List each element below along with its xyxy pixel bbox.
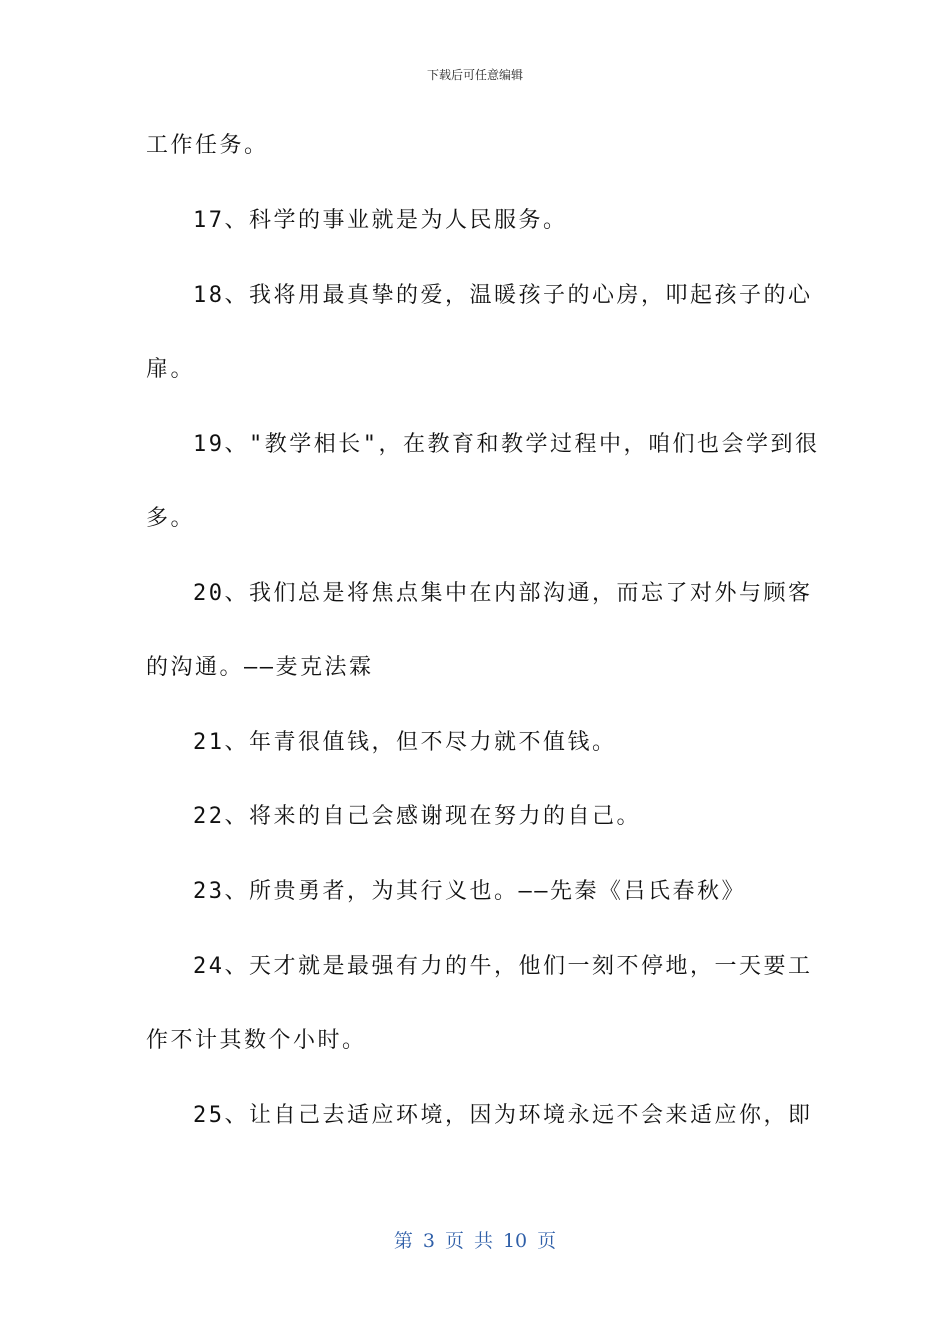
text-line: 的沟通。——麦克法霖 (146, 655, 374, 680)
footer-gong: 共 (473, 1230, 493, 1252)
text-line: 17、科学的事业就是为人民服务。 (193, 208, 568, 233)
text-line: 工作任务。 (146, 133, 269, 158)
text-line: 24、天才就是最强有力的牛，他们一刻不停地，一天要工 (193, 954, 813, 979)
text-line: 作不计其数个小时。 (146, 1028, 367, 1053)
text-line: 21、年青很值钱，但不尽力就不值钱。 (193, 730, 617, 755)
footer-di: 第 (393, 1230, 413, 1252)
text-line: 多。 (146, 506, 196, 531)
page-footer (0, 1226, 950, 1253)
footer-ye: 页 (537, 1230, 557, 1252)
text-line: 20、我们总是将焦点集中在内部沟通，而忘了对外与顾客 (193, 581, 813, 606)
footer-ye: 页 (444, 1230, 464, 1252)
page-header-note: 下载后可任意编辑 (426, 68, 523, 82)
footer-current-page: 3 (422, 1230, 435, 1252)
text-line: 25、让自己去适应环境，因为环境永远不会来适应你，即 (193, 1103, 813, 1128)
text-line: 23、所贵勇者，为其行义也。——先秦《吕氏春秋》 (193, 879, 746, 904)
footer-total-pages: 10 (502, 1230, 528, 1252)
text-line: 扉。 (146, 357, 196, 382)
text-line: 19、"教学相长"，在教育和教学过程中，咱们也会学到很 (193, 432, 820, 457)
text-line: 18、我将用最真挚的爱，温暖孩子的心房，叩起孩子的心 (193, 283, 813, 308)
text-line: 22、将来的自己会感谢现在努力的自己。 (193, 804, 641, 829)
